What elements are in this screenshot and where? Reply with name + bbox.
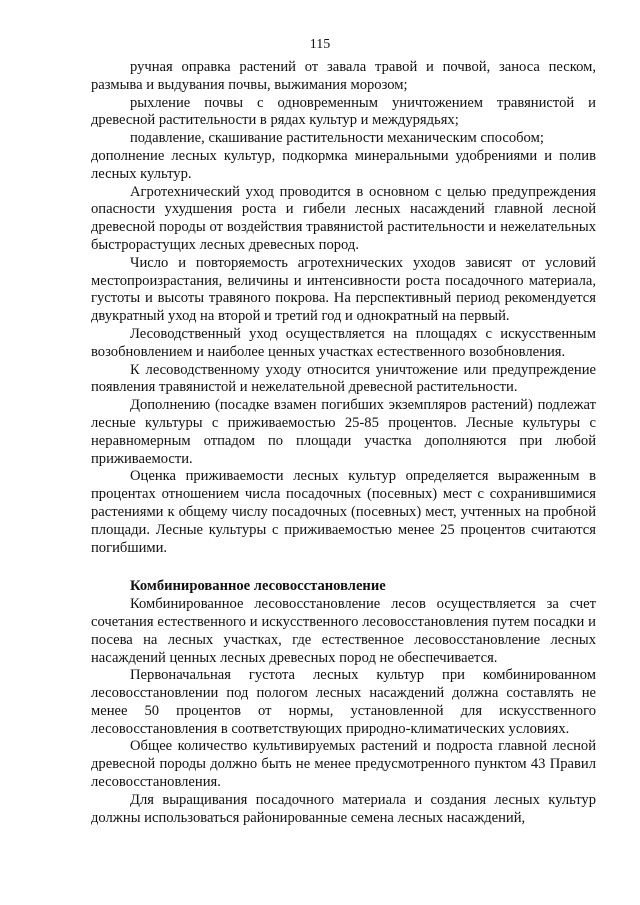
paragraph: Дополнению (посадке взамен погибших экземпляров растений) подлежат лесные культуры с приживаемостью 25-85 процентов. Лесные культуры с неравномерным отпадом по площади участка дополняются при любой приживаемости.: [91, 397, 596, 467]
paragraph: Агротехнический уход проводится в основном с целью предупреждения опасности ухудшения роста и гибели лесных насаждений главной лесной древесной породы от воздействия травянистой растительности и нежелательных быстрорастущих лесных древесных пород.: [91, 183, 596, 253]
paragraph: дополнение лесных культур, подкормка минеральными удобрениями и полив лесных культур.: [91, 147, 596, 182]
document-body: [91, 59, 596, 827]
paragraph: К лесоводственному уходу относится уничтожение или предупреждение появления травянистой и нежелательной древесной растительности.: [91, 361, 596, 396]
paragraph: Общее количество культивируемых растений и подроста главной лесной древесной породы должно быть не менее предусмотренного пунктом 43 Правил лесовосстановления.: [91, 738, 596, 791]
paragraph: Число и повторяемость агротехнических уходов зависят от условий местопроизрастания, величины и интенсивности роста посадочного материала, густоты и высоты травяного покрова. На перспективный период рекомендуется двукратный уход на второй и третий год и однократный на первый.: [91, 254, 596, 325]
paragraph: рыхление почвы с одновременным уничтожением травянистой и древесной растительности в рядах культур и междурядьях;: [91, 94, 596, 129]
paragraph: Для выращивания посадочного материала и создания лесных культур должны использоваться районированные семена лесных насаждений,: [91, 791, 596, 826]
paragraph: Комбинированное лесовосстановление лесов осуществляется за счет сочетания естественного и искусственного лесовосстановления путем посадки и посева на лесных участках, где естественное лесовосстановление лесных насаждений ценных лесных древесных пород не обеспечивается.: [91, 596, 596, 666]
paragraph: ручная оправка растений от завала травой и почвой, заноса песком, размыва и выдувания почвы, выжимания морозом;: [91, 59, 596, 93]
paragraph: подавление, скашивание растительности механическим способом;: [130, 130, 544, 147]
section-heading: Комбинированное лесовосстановление: [130, 578, 386, 595]
paragraph: Первоначальная густота лесных культур при комбинированном лесовосстановлении под пологом лесных насаждений должна составлять не менее 50 процентов от нормы, установленной для искусственного лесовосстановления в соответствующих природно-климатических условиях.: [91, 667, 596, 737]
paragraph: Оценка приживаемости лесных культур определяется выраженным в процентах отношением числа посадочных (посевных) мест с сохранившимися растениями к общему числу посадочных (посевных) мест, учтенных на пробной площади. Лесные культуры с приживаемостью менее 25 процентов считаются погибшими.: [91, 468, 596, 556]
page-number: 115: [309, 37, 331, 52]
paragraph: Лесоводственный уход осуществляется на площадях с искусственным возобновлением и наиболее ценных участках естественного возобновления.: [91, 325, 596, 360]
